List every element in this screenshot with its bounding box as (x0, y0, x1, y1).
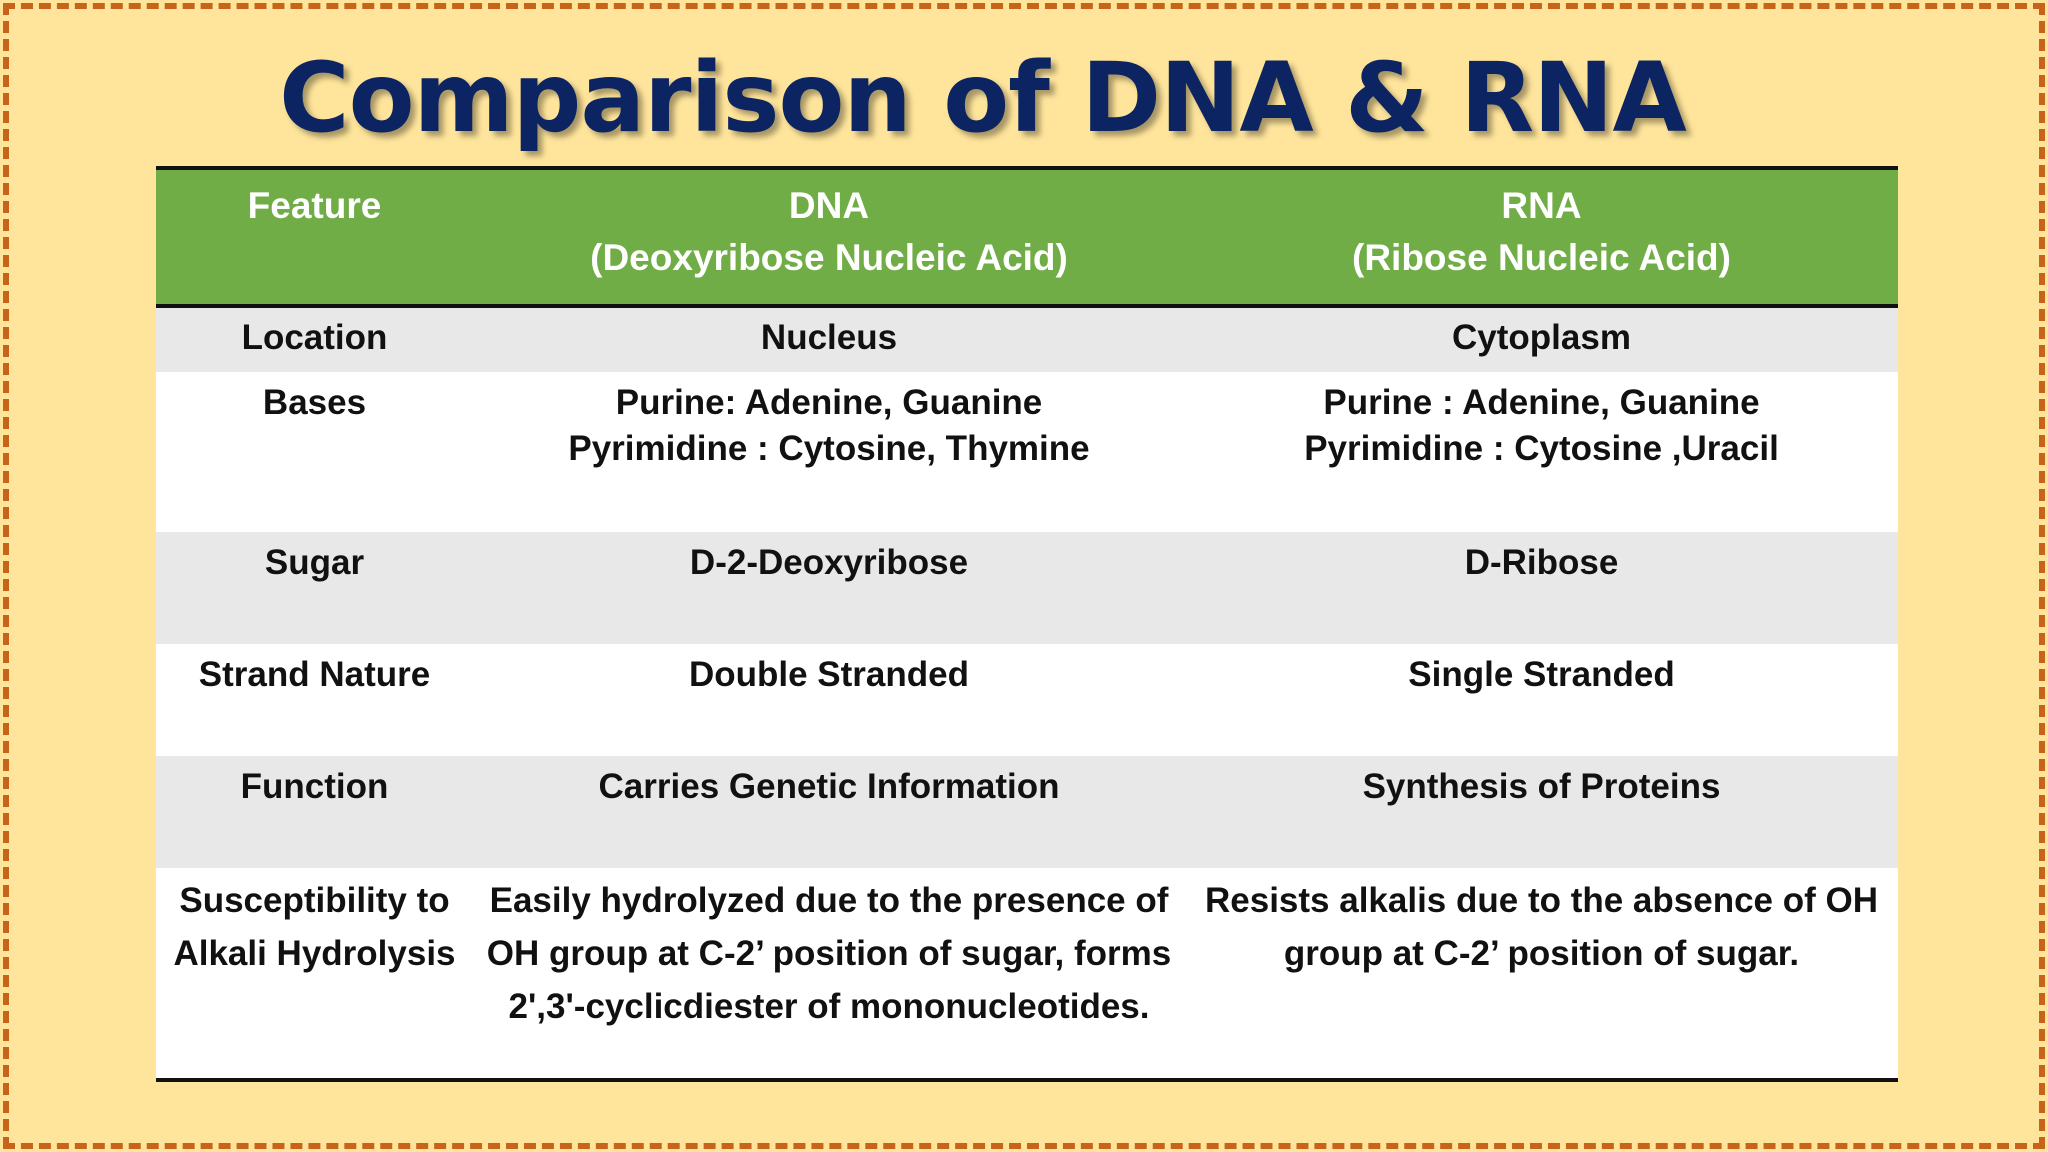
cell-rna: Synthesis of Proteins (1362, 767, 1721, 806)
cell-rna: D-Ribose (1464, 543, 1619, 582)
cell-dna: Purine: Adenine, Guanine Pyrimidine : Cytosine, Thymine (568, 383, 1090, 468)
table-row-strand-nature (156, 644, 1898, 756)
header-feature-label: Feature (247, 185, 382, 226)
cell-feature: Bases (262, 383, 367, 422)
cell-rna: Single Stranded (1408, 655, 1675, 694)
comparison-table (156, 166, 1898, 1082)
cell-feature: Strand Nature (198, 655, 431, 694)
cell-dna: Easily hydrolyzed due to the presence of OH group at C-2’ position of sugar, forms 2',3'-cyclicdiester of mononucleotides. (486, 881, 1172, 1026)
table-row-alkali-hydrolysis (156, 868, 1898, 1078)
cell-feature: Sugar (264, 543, 365, 582)
cell-dna: Carries Genetic Information (598, 767, 1060, 806)
table-row-bases (156, 372, 1898, 532)
header-dna: DNA (Deoxyribose Nucleic Acid) (590, 185, 1068, 278)
cell-rna: Resists alkalis due to the absence of OH group at C-2’ position of sugar. (1205, 881, 1878, 973)
cell-rna: Cytoplasm (1452, 318, 1631, 357)
cell-dna: Nucleus (760, 318, 898, 357)
table-header-row (156, 170, 1898, 308)
table-row-function (156, 756, 1898, 868)
cell-rna: Purine : Adenine, Guanine Pyrimidine : Cytosine ,Uracil (1304, 383, 1779, 468)
cell-feature: Location (241, 318, 388, 357)
header-feature (156, 170, 473, 232)
table-row-sugar (156, 532, 1898, 644)
cell-dna: Double Stranded (688, 655, 970, 694)
cell-dna: D-2-Deoxyribose (689, 543, 969, 582)
cell-feature: Susceptibility to Alkali Hydrolysis (173, 881, 456, 973)
table-row-location (156, 308, 1898, 372)
slide-title: Comparison of DNA & RNA (279, 42, 1686, 154)
cell-feature: Function (240, 767, 389, 806)
header-rna: RNA (Ribose Nucleic Acid) (1352, 185, 1731, 278)
